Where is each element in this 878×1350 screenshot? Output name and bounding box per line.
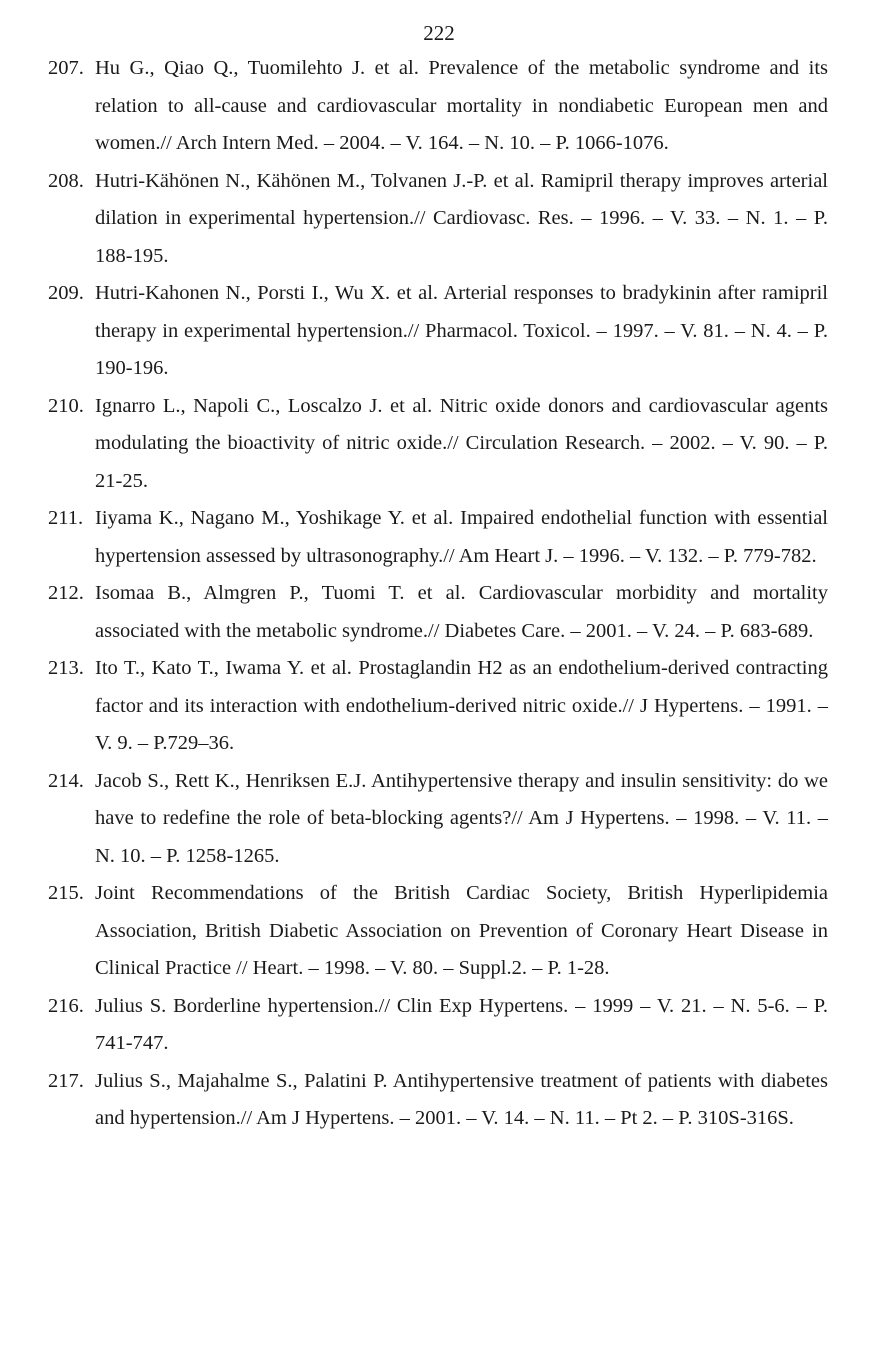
reference-list [48,50,828,1138]
reference-number: 214. [48,769,84,792]
reference-item [48,163,828,276]
reference-item [48,650,828,763]
reference-text: Iiyama K., Nagano M., Yoshikage Y. et al. Impaired endothelial function with essential hypertension assessed by ultrasonography.// Am Heart J. – 1996. – V. 132. – P. 779-782. [95,507,828,567]
reference-text: Hu G., Qiao Q., Tuomilehto J. et al. Prevalence of the metabolic syndrome and its relation to all-cause and cardiovascular mortality in nondiabetic European men and women.// Arch Intern Med. – 2004. – V. 164. – N. 10. – P. 1066-1076. [95,57,828,154]
reference-item [48,275,828,388]
reference-item [48,988,828,1063]
reference-number: 216. [48,994,84,1017]
reference-number: 207. [48,57,84,79]
reference-text: Ito T., Kato T., Iwama Y. et al. Prostaglandin H2 as an endothelium-derived contracting factor and its interaction with endothelium-derived nitric oxide.// J Hypertens. – 1991. – V. 9. – P.729–36. [95,657,828,754]
reference-number: 211. [48,507,84,529]
reference-item [48,50,828,163]
reference-number: 212. [48,582,84,604]
reference-number: 210. [48,394,84,417]
reference-item [48,575,828,650]
reference-number: 215. [48,882,84,904]
reference-text: Ignarro L., Napoli C., Loscalzo J. et al. Nitric oxide donors and cardiovascular agents modulating the bioactivity of nitric oxide.// Circulation Research. – 2002. – V. 90. – P. 21-25. [95,394,828,492]
reference-text: Joint Recommendations of the British Cardiac Society, British Hyperlipidemia Association, British Diabetic Association on Prevention of Coronary Heart Disease in Clinical Practice // Heart. – 1998. – V. 80. – Suppl.2. – P. 1-28. [95,882,828,979]
reference-item [48,875,828,988]
reference-item [48,388,828,501]
reference-number: 217. [48,1069,84,1092]
reference-text: Julius S. Borderline hypertension.// Clin Exp Hypertens. – 1999 – V. 21. – N. 5-6. – P. 741-747. [95,994,828,1054]
reference-text: Isomaa B., Almgren P., Tuomi T. et al. Cardiovascular morbidity and mortality associated with the metabolic syndrome.// Diabetes Care. – 2001. – V. 24. – P. 683-689. [95,582,828,642]
reference-item [48,1063,828,1138]
reference-number: 209. [48,282,84,304]
reference-text: Jacob S., Rett K., Henriksen E.J. Antihypertensive therapy and insulin sensitivity: do we have to redefine the role of beta-blocking agents?// Am J Hypertens. – 1998. – V. 11. – N. 10. – P. 1258-1265. [95,769,828,867]
reference-item [48,500,828,575]
reference-number: 208. [48,169,84,192]
reference-item [48,763,828,876]
page-number: 222 [423,21,455,45]
reference-number: 213. [48,657,84,679]
reference-text: Hutri-Kahonen N., Porsti I., Wu X. et al. Arterial responses to bradykinin after ramipril therapy in experimental hypertension.// Pharmacol. Toxicol. – 1997. – V. 81. – N. 4. – P. 190-196. [95,282,828,379]
reference-text: Hutri-Kähönen N., Kähönen M., Tolvanen J.-P. et al. Ramipril therapy improves arterial dilation in experimental hypertension.// Cardiovasc. Res. – 1996. – V. 33. – N. 1. – P. 188-195. [95,169,828,267]
reference-text: Julius S., Majahalme S., Palatini P. Antihypertensive treatment of patients with diabetes and hypertension.// Am J Hypertens. – 2001. – V. 14. – N. 11. – Pt 2. – P. 310S-316S. [95,1069,828,1129]
